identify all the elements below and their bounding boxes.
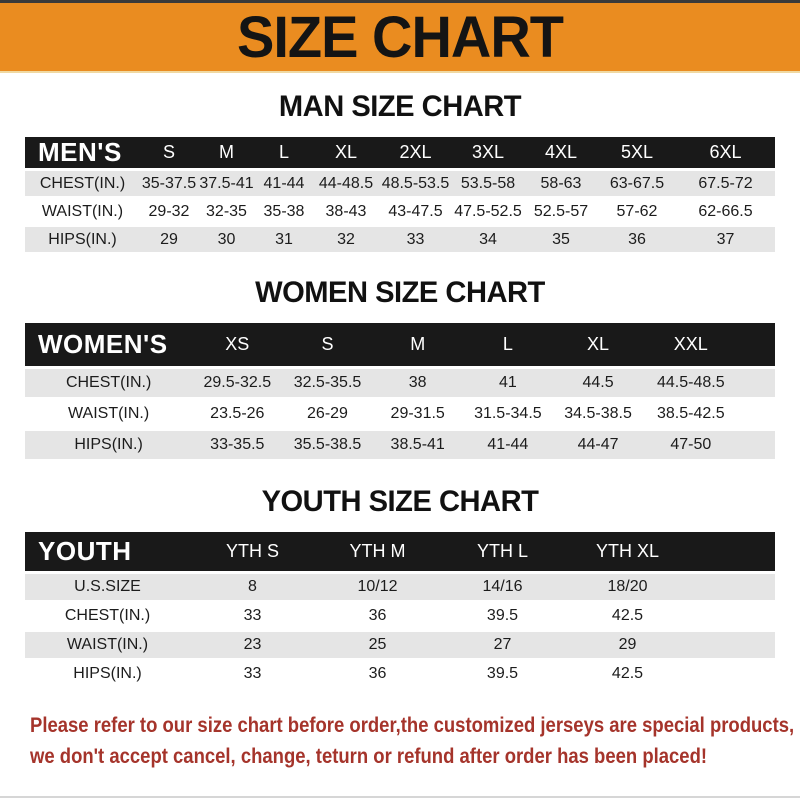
size-value: 53.5-58: [452, 171, 524, 196]
size-value: 41: [463, 369, 553, 397]
header-filler-cell: [738, 323, 775, 366]
women-size-table: [25, 320, 775, 462]
size-column-header: YTH S: [190, 532, 315, 571]
size-value: 41-44: [255, 171, 313, 196]
size-value: 34.5-38.5: [553, 400, 643, 428]
size-value: 35-38: [255, 199, 313, 224]
row-label: WAIST(IN.): [25, 199, 140, 224]
size-value: 38: [373, 369, 463, 397]
size-column-header: YTH XL: [565, 532, 690, 571]
size-column-header: XL: [553, 323, 643, 366]
size-value: 38.5-42.5: [643, 400, 738, 428]
size-value: 48.5-53.5: [379, 171, 452, 196]
size-value: 27: [440, 632, 565, 658]
size-value: 30: [198, 227, 255, 252]
table-row: [25, 199, 775, 224]
size-value: 35-37.5: [140, 171, 198, 196]
row-label: WAIST(IN.): [25, 400, 192, 428]
row-filler-cell: [690, 661, 775, 687]
size-column-header: XXL: [643, 323, 738, 366]
size-value: 29.5-32.5: [192, 369, 282, 397]
table-header-row: [25, 532, 775, 571]
size-value: 39.5: [440, 603, 565, 629]
size-value: 44.5-48.5: [643, 369, 738, 397]
size-value: 31.5-34.5: [463, 400, 553, 428]
size-value: 31: [255, 227, 313, 252]
size-value: 33-35.5: [192, 431, 282, 459]
size-value: 36: [315, 603, 440, 629]
row-label: U.S.SIZE: [25, 574, 190, 600]
bottom-divider: [0, 796, 800, 798]
size-value: 39.5: [440, 661, 565, 687]
youth-size-table: [25, 529, 775, 690]
size-value: 44.5: [553, 369, 643, 397]
size-value: 37.5-41: [198, 171, 255, 196]
size-value: 23: [190, 632, 315, 658]
size-column-header: 6XL: [676, 137, 775, 168]
table-row: [25, 632, 775, 658]
row-label: HIPS(IN.): [25, 227, 140, 252]
header-filler-cell: [690, 532, 775, 571]
size-value: 32.5-35.5: [282, 369, 372, 397]
size-value: 26-29: [282, 400, 372, 428]
size-value: 44-48.5: [313, 171, 379, 196]
size-value: 34: [452, 227, 524, 252]
size-value: 8: [190, 574, 315, 600]
size-value: 42.5: [565, 603, 690, 629]
size-chart-banner: [0, 0, 800, 73]
size-column-header: YTH L: [440, 532, 565, 571]
size-value: 58-63: [524, 171, 598, 196]
size-value: 52.5-57: [524, 199, 598, 224]
size-value: 38.5-41: [373, 431, 463, 459]
table-row: [25, 574, 775, 600]
size-table: [25, 529, 775, 690]
size-column-header: S: [282, 323, 372, 366]
size-table: [25, 320, 775, 462]
size-value: 41-44: [463, 431, 553, 459]
row-filler-cell: [738, 431, 775, 459]
table-row: [25, 603, 775, 629]
table-row: [25, 400, 775, 428]
size-value: 36: [315, 661, 440, 687]
size-value: 25: [315, 632, 440, 658]
size-value: 35.5-38.5: [282, 431, 372, 459]
size-value: 33: [379, 227, 452, 252]
size-value: 29: [565, 632, 690, 658]
size-value: 32-35: [198, 199, 255, 224]
man-section-heading: MAN SIZE CHART: [278, 90, 522, 123]
size-column-header: 2XL: [379, 137, 452, 168]
size-column-header: L: [255, 137, 313, 168]
size-value: 42.5: [565, 661, 690, 687]
size-value: 29: [140, 227, 198, 252]
table-header-row: [25, 323, 775, 366]
size-value: 29-31.5: [373, 400, 463, 428]
size-value: 38-43: [313, 199, 379, 224]
row-filler-cell: [690, 603, 775, 629]
size-value: 62-66.5: [676, 199, 775, 224]
table-row: [25, 431, 775, 459]
size-value: 36: [598, 227, 676, 252]
size-value: 37: [676, 227, 775, 252]
size-column-header: S: [140, 137, 198, 168]
row-filler-cell: [690, 574, 775, 600]
table-row: [25, 171, 775, 196]
size-value: 14/16: [440, 574, 565, 600]
row-filler-cell: [690, 632, 775, 658]
row-label: HIPS(IN.): [25, 431, 192, 459]
table-group-label: WOMEN'S: [25, 323, 192, 366]
banner-title: SIZE CHART: [237, 3, 563, 70]
size-value: 18/20: [565, 574, 690, 600]
table-header-row: [25, 137, 775, 168]
row-label: CHEST(IN.): [25, 171, 140, 196]
size-value: 44-47: [553, 431, 643, 459]
size-column-header: M: [373, 323, 463, 366]
size-value: 47-50: [643, 431, 738, 459]
size-column-header: 5XL: [598, 137, 676, 168]
size-column-header: L: [463, 323, 553, 366]
size-value: 63-67.5: [598, 171, 676, 196]
disclaimer-line-1: Please refer to our size chart before order,the customized jerseys are special products,: [30, 714, 795, 737]
table-row: [25, 227, 775, 252]
size-column-header: 4XL: [524, 137, 598, 168]
row-filler-cell: [738, 369, 775, 397]
size-table: [25, 134, 775, 255]
youth-section-heading: YOUTH SIZE CHART: [261, 485, 539, 518]
row-label: WAIST(IN.): [25, 632, 190, 658]
row-label: CHEST(IN.): [25, 603, 190, 629]
size-value: 47.5-52.5: [452, 199, 524, 224]
table-group-label: MEN'S: [25, 137, 140, 168]
women-section-heading: WOMEN SIZE CHART: [255, 276, 545, 309]
size-column-header: XL: [313, 137, 379, 168]
size-value: 67.5-72: [676, 171, 775, 196]
size-value: 29-32: [140, 199, 198, 224]
table-group-label: YOUTH: [25, 532, 190, 571]
size-value: 35: [524, 227, 598, 252]
size-column-header: YTH M: [315, 532, 440, 571]
size-value: 43-47.5: [379, 199, 452, 224]
size-column-header: M: [198, 137, 255, 168]
disclaimer-line-2: we don't accept cancel, change, teturn or refund after order has been placed!: [30, 745, 708, 768]
size-value: 23.5-26: [192, 400, 282, 428]
table-row: [25, 661, 775, 687]
size-value: 33: [190, 603, 315, 629]
size-column-header: XS: [192, 323, 282, 366]
disclaimer-text: [30, 710, 795, 772]
man-size-table: [25, 134, 775, 255]
size-value: 32: [313, 227, 379, 252]
row-filler-cell: [738, 400, 775, 428]
size-value: 33: [190, 661, 315, 687]
row-label: HIPS(IN.): [25, 661, 190, 687]
size-value: 57-62: [598, 199, 676, 224]
row-label: CHEST(IN.): [25, 369, 192, 397]
size-value: 10/12: [315, 574, 440, 600]
size-column-header: 3XL: [452, 137, 524, 168]
table-row: [25, 369, 775, 397]
